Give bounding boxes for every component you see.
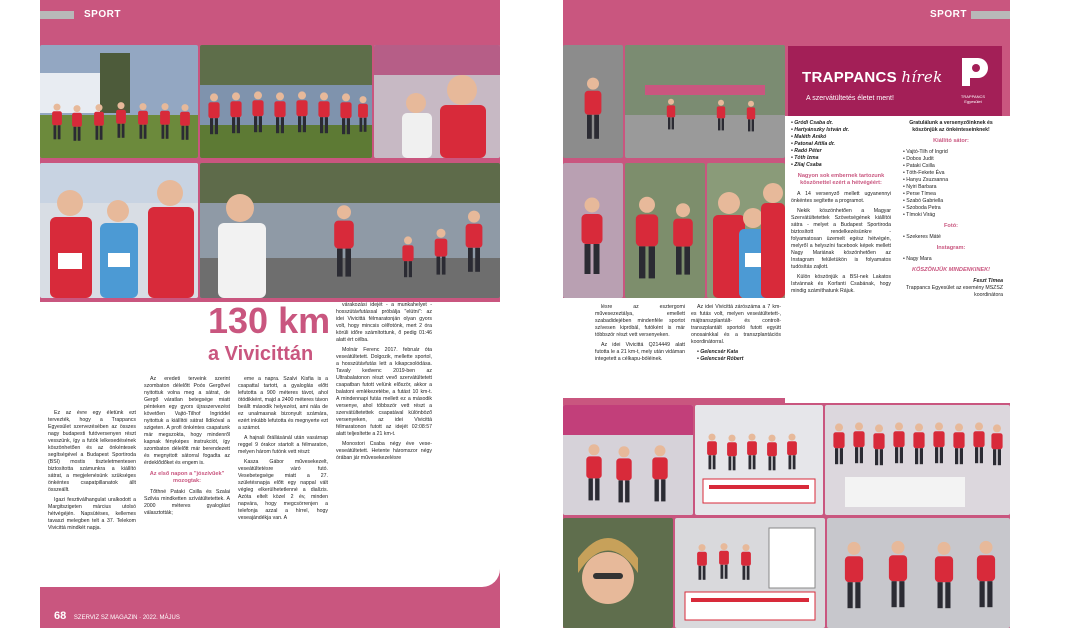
article-title-line2: a Vivicittán (208, 343, 314, 365)
banner-tagline: A szervátültetés életet ment! (806, 95, 894, 102)
thanks-heading: Nagyon sok embernek tartozunk köszönettel ezért a hétvégéért: (797, 173, 885, 186)
photo-team-banner (695, 405, 823, 515)
name-item: • Hartyánszky István dr. (791, 127, 891, 134)
exhibitor-item: • Hanyu Zsuzsanna (903, 177, 1003, 184)
photo-runner-left (563, 45, 623, 158)
text-column-2 (691, 304, 781, 363)
paragraph: Ez az évre egy életünk ezt tervezték, hogy a Trappancs Egyesület szervezésében az összes nagy budapesti futóversenyen részt vesszünk, így a futók lelkesedésének köszönhetően és az önkéntesek segítségével a Budapest Sportiroda (BSI) mostis tiszteletmentesen biztosította számunkra a kiállító sátrat, a megjelenésünk szükséges önkéntes csapatpillanatok állt összeállt. (48, 410, 136, 493)
instagram-credit: • Nagy Mara (903, 256, 1003, 263)
page-footer (54, 610, 180, 622)
exhibitor-item: • Tóth-Fekete Éva (903, 170, 1003, 177)
paragraph: A hajnali őrállásánál után vasárnap reggel 9 órakor startolt a félmaraton, melyen három futónk vett részt: (238, 435, 328, 455)
section-label: SPORT (84, 9, 121, 20)
exhibitor-item: • Pataki Csilla (903, 163, 1003, 170)
left-page (40, 0, 500, 628)
name-item: • Radó Péter (791, 148, 891, 155)
photo-team-tent (40, 45, 198, 158)
article-title-line1: 130 km (208, 300, 331, 341)
photo-credit: • Szekeres Máté (903, 234, 1003, 241)
name-item: • Patonai Attila dr. (791, 141, 891, 148)
exhibitor-item: • Perse Tímea (903, 191, 1003, 198)
paragraph: Monostori Csaba négy éve vese-veseátültetett. Hetente háromszor négy órában jár művesekezelésre (336, 441, 432, 461)
paragraph: várakozási idejét - a munkahelyet - hosszútávfutással próbálja "elütni": az idei Vivicittá félmaratonján olyan gyors volt, hogy mincsis célfotónk, mert 2 óra körüli időre számítottunk, ő pedig 01:46 alatt ért célba. (336, 302, 432, 343)
paragraph: A 14 versenyző mellett ugyanennyi önkéntes segítette a programot. (791, 191, 891, 204)
photo-team-sign (675, 518, 825, 628)
photo-group (200, 45, 372, 158)
section-bar (971, 11, 1010, 19)
photo-heading: Fotó: (944, 223, 958, 229)
paragraph: Kasza Gábor művesekezelt, veseátültetésre váró futó. Vesebetegsége miatt a 27. születésnapja előtt egy nappal vált végleg elkerülhetetlenné a dialízis. Azóta eltelt közel 2 év, minden napvára, hogy megcsörrenjen a telefonja azzal a hírrel, hogy veseajándékja van. A (238, 459, 328, 521)
name-item: • Gelencsér Róbert (697, 356, 781, 363)
exhibitor-item: • Szabó Gabriella (903, 198, 1003, 205)
photo-woman-portrait (563, 518, 673, 628)
paragraph: Tőthné Pataki Csilla és Szalai Szilvia mindketten szívátültetettek. A 2000 méteres gyaloglást választották; (144, 489, 230, 516)
magazine-name: SZERVIZ SZ MAGAZIN · 2022. MÁJUS (73, 615, 180, 621)
photo-crowd (825, 405, 1010, 515)
text-panel-bottom (563, 298, 785, 398)
paragraph: Az idei Vivicittá zárószáma a 7 km-es futás volt, melyen veseátültetett-, májtranszplantált- és controlt-transzplantált sportoló futott együtt onosainkkal és a transzplantációs koordinátorral. (691, 304, 781, 345)
photo-race-street (625, 45, 785, 158)
logo-text: TRAPPANCS Egyesület (960, 94, 986, 104)
photo-selfie (374, 45, 500, 158)
article-column-2 (144, 376, 230, 520)
paragraph: Igazi fesztiválhangulat uralkodott a Margitszigeten március utolsó hétvégéjén. Napsütéses, kellemes tavaszi melegben telt a 37. Telekom Vivicittá mindkét napja. (48, 497, 136, 531)
right-page (563, 0, 1010, 628)
photo-family-medal (707, 163, 785, 298)
name-item: • Gelencsér Kata (697, 349, 781, 356)
section-label: SPORT (930, 9, 967, 20)
info-panel (785, 116, 1010, 403)
banner-title: TRAPPANCS hírek (802, 68, 943, 86)
name-item: • Gródi Csaba dr. (791, 120, 891, 127)
paragraph: Az eredeti terveink szerint szombaton délelőtt Poós Gergővel nyitottuk volna meg a sátrat, de Gergő váratlan betegsége miatt pénteken egy gyors újraszervezést követően Vajtó-Tilhof Ingriddel nyitottuk a kiállítói sátrat Ildikóval a szigeten. A profi önkéntes csapatunk már megszokta, hogy mindenről kapnak fényképes instrukciót, így szombaton délelőtt már berendezett és megnyitott sátorral fogadta az érdeklődőket és engem is. (144, 376, 230, 466)
page-number: 68 (54, 610, 67, 622)
text-column-1 (595, 304, 685, 366)
photo-runner-left-2 (563, 163, 623, 298)
info-column-1 (791, 120, 891, 298)
paragraph: eme a napra. Szalvi Kisfia is a csapattal tartott, a gyaloglás előtt lefutotta a 900 méteres távot, ahol ötödikként, majd a 2400 méteres távon beállt második helyezést, ami nála de ez unalmasnak bizonyult számára, ezért inkább lefutotta és megnyerte ezt a számot. (238, 376, 328, 431)
trappancs-banner (788, 46, 1002, 116)
exhibitor-item: • Tímoki Virág (903, 212, 1003, 219)
signature-role: Trappancs Egyesület az esemény MSZSZ koordinátora (906, 285, 1003, 298)
signature-name: Feszt Tímea (973, 278, 1003, 284)
congrats-text: Gratulálunk a versenyzőinknek és köszönjük az önkénteseinknek! (909, 120, 993, 133)
paragraph: Külön köszönjük a BSI-nek Lakatos Istvánnak és Korfanti Csabának, hogy mindig számíthatunk Rájuk. (791, 274, 891, 294)
exhibitor-item: • Vajtó-Tilh of Ingrid (903, 149, 1003, 156)
trappancs-logo-icon (956, 54, 992, 90)
info-column-2 (899, 120, 1003, 299)
name-item: • Tóth Izma (791, 155, 891, 162)
exhibitor-heading: Kiállító sátor: (933, 138, 969, 144)
instagram-heading: Instagram: (936, 245, 966, 251)
exhibitor-item: • Dobos Judit (903, 156, 1003, 163)
exhibitor-item: • Nyiri Barbara (903, 184, 1003, 191)
photo-finish (200, 163, 500, 298)
subheading: Az első napon a "jószívűek" mozogtak: (149, 471, 225, 484)
exhibitor-item: • Szoboda Petra (903, 205, 1003, 212)
photo-tent-hug (563, 405, 693, 515)
photo-men-group (827, 518, 1010, 628)
photo-runners-duo (625, 163, 705, 298)
paragraph: lésre az esztergomi művesezeztálya, emellett szabadidejében mindenféle sportot szívesen kipróbál, futóként is már többször részt vett versenyeken. (595, 304, 685, 338)
article-column-3 (238, 376, 328, 525)
name-item: • Zilaj Csaba (791, 162, 891, 169)
thanks-all: KÖSZÖNJÜK MINDENKINEK! (911, 267, 990, 273)
article-column-1 (48, 410, 136, 535)
article-column-4 (336, 302, 432, 465)
paragraph: Nekik köszönhetően a Magyar Szervátültetettek Szövetségének kiállítói sátra - melyet a Budapest Sportiroda biztosított rendelkezésünkre - folyamatosan üzemelt egész hétvégén, melyről a helyszíni facebook képek mellett Nagy Mariának köszönhetően az Instagram felületükön is folyamatos tudósítás zajlott. (791, 208, 891, 270)
paragraph: Az idei Vivicittá Q214449 alatt futotta le a 21 km-t, mely után vidáman integetett a célkapu-bóléinek. (595, 342, 685, 362)
paragraph: Molnár Ferenc 2017. február óta veseátültetett. Dolgozik, mellette sportol, a hosszútávfutás lett a kikapcsolódása. Tavaly kedvenc 2019-ben az Ultrabalatonon részt vevő szervátültetett csapatban futott velünk először, akkor a balatoni emlékezetébe, a futást 10 km-t. A mindennapi futás mellett ez a második versenye, ahol többször vett részt a szervátültetettek csapatával különböző versenyeken, az idei Vivicittá félmaratonon futott az idejét 02:08:57 alatt teljesítette a 21 km-t. (336, 347, 432, 437)
photo-medal-family (40, 163, 198, 298)
section-bar (40, 11, 74, 19)
name-item: • Maléth Anikó (791, 134, 891, 141)
